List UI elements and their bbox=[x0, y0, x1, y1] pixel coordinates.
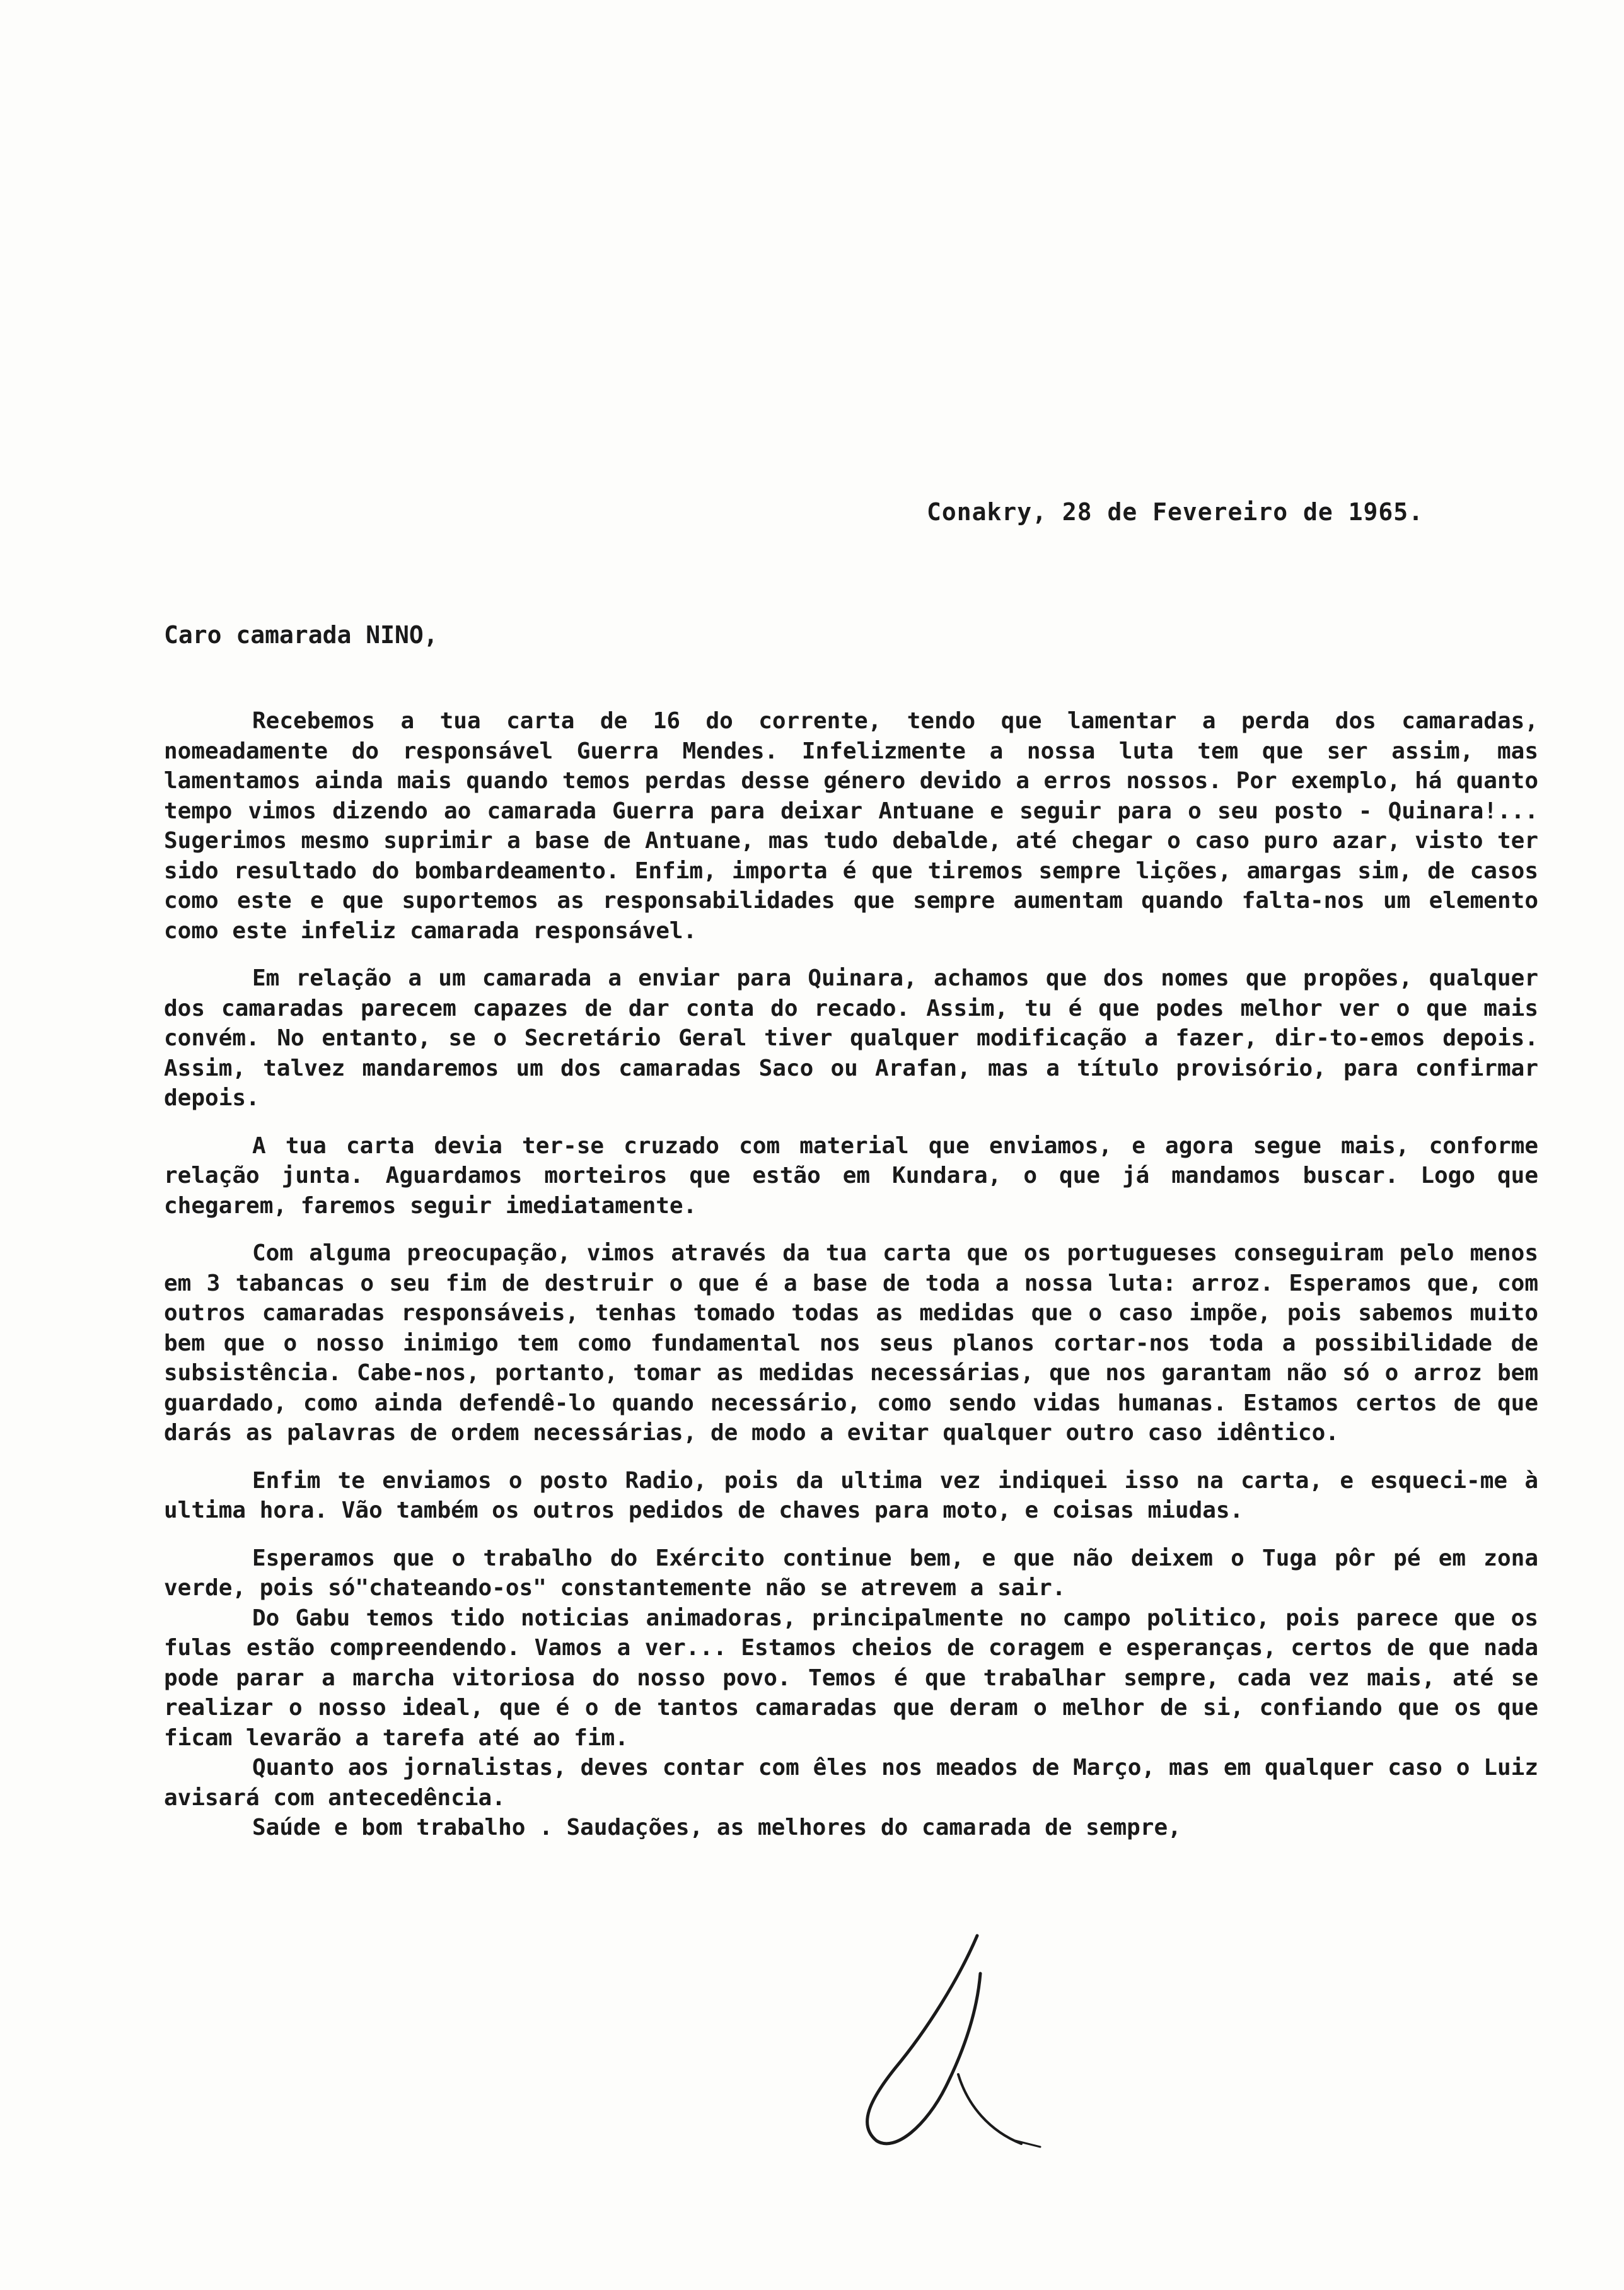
paragraph-8: Quanto aos jornalistas, deves contar com êles nos meados de Março, mas em qualquer caso o Luiz avisará com antecedência. bbox=[164, 1755, 1538, 1811]
salutation: Caro camarada NINO, bbox=[164, 621, 438, 649]
paragraph-7: Do Gabu temos tido noticias animadoras, principalmente no campo politico, pois parece que os fulas estão compreendendo. Vamos a ver... Estamos cheios de coragem e esperanças, certos de que nada pode parar a marcha vitoriosa do nosso povo. Temos é que trabalhar sempre, cada vez mais, até se realizar o nosso ideal, que é o de tantos camaradas que deram o melhor de si, confiando que os que ficam levarão a tarefa até ao fim. bbox=[164, 1605, 1538, 1751]
closing-line: Saúde e bom trabalho . Saudações, as melhores do camarada de sempre, bbox=[252, 1815, 1181, 1840]
letter-body bbox=[164, 706, 1538, 1843]
dateline: Conakry, 28 de Fevereiro de 1965. bbox=[927, 498, 1424, 526]
paragraph-5: Enfim te enviamos o posto Radio, pois da ultima vez indiquei isso na carta, e esqueci-me à ultima hora. Vão também os outros pedidos de chaves para moto, e coisas miudas. bbox=[164, 1467, 1538, 1523]
paragraph-1: Recebemos a tua carta de 16 do corrente, tendo que lamentar a perda dos camaradas, nomeadamente do responsável Guerra Mendes. Infelizmente a nossa luta tem que ser assim, mas lamentamos ainda mais quando temos perdas desse género devido a erros nossos. Por exemplo, há quanto tempo vimos dizendo ao camarada Guerra para deixar Antuane e seguir para o seu posto - Quinara!... Sugerimos mesmo suprimir a base de Antuane, mas tudo debalde, até chegar o caso puro azar, visto ter sido resultado do bombardeamento. Enfim, importa é que tiremos sempre lições, amargas sim, de casos como este e que suportemos as responsabilidades que sempre aumentam quando falta-nos um elemento como este infeliz camarada responsável. bbox=[164, 708, 1538, 944]
handwritten-signature bbox=[832, 1923, 1059, 2163]
paragraph-2: Em relação a um camarada a enviar para Quinara, achamos que dos nomes que propões, qualquer dos camaradas parecem capazes de dar conta do recado. Assim, tu é que podes melhor ver o que mais convém. No entanto, se o Secretário Geral tiver qualquer modificação a fazer, dir-to-emos depois. Assim, talvez mandaremos um dos camaradas Saco ou Arafan, mas a título provisório, para confirmar depois. bbox=[164, 965, 1538, 1111]
paragraph-4: Com alguma preocupação, vimos através da tua carta que os portugueses conseguiram pelo menos em 3 tabancas o seu fim de destruir o que é a base de toda a nossa luta: arroz. Esperamos que, com outros camaradas responsáveis, tenhas tomado todas as medidas que o caso impõe, pois sabemos muito bem que o nosso inimigo tem como fundamental nos seus planos cortar-nos toda a possibilidade de subsistência. Cabe-nos, portanto, tomar as medidas necessárias, que nos garantam não só o arroz bem guardado, como ainda defendê-lo quando necessário, como sendo vidas humanas. Estamos certos de que darás as palavras de ordem necessárias, de modo a evitar qualquer outro caso idêntico. bbox=[164, 1240, 1538, 1446]
paragraph-6: Esperamos que o trabalho do Exército continue bem, e que não deixem o Tuga pôr pé em zona verde, pois só"chateando-os" constantemente não se atrevem a sair. bbox=[164, 1545, 1538, 1601]
paragraph-3: A tua carta devia ter-se cruzado com material que enviamos, e agora segue mais, conforme relação junta. Aguardamos morteiros que estão em Kundara, o que já mandamos buscar. Logo que chegarem, faremos seguir imediatamente. bbox=[164, 1132, 1538, 1219]
